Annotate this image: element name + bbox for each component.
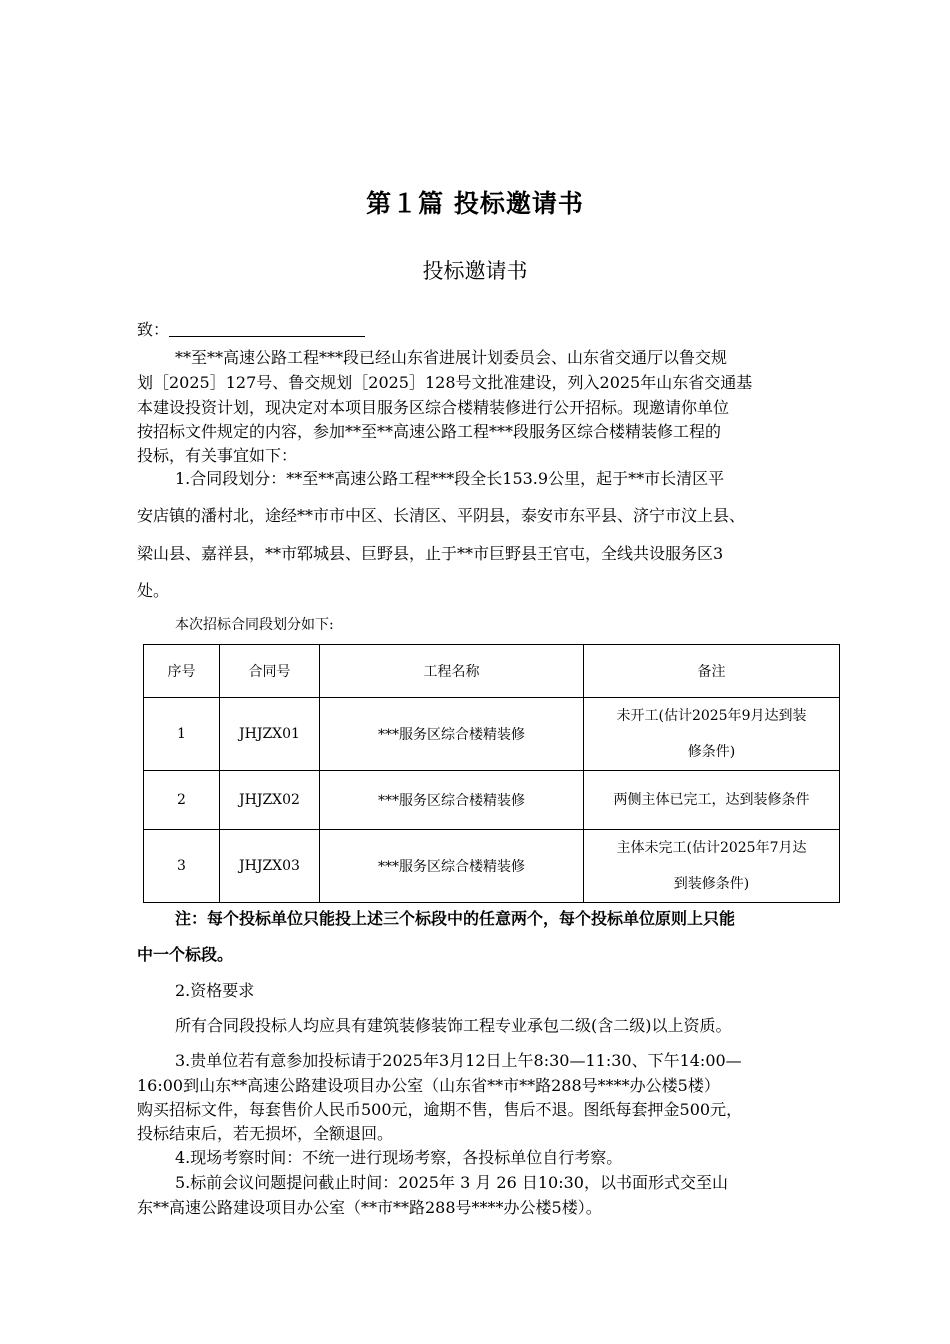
cell-project-name: ***服务区综合楼精装修: [320, 830, 584, 903]
cell-no: 2: [144, 771, 220, 830]
cell-no: 3: [144, 830, 220, 903]
cell-remark: [584, 698, 840, 771]
addressee-blank: [169, 320, 365, 337]
item1-line: 梁山县、嘉祥县，**市郓城县、巨野县，止于**市巨野县王官屯，全线共设服务区3: [137, 544, 724, 563]
note-line: 注：每个投标单位只能投上述三个标段中的任意两个，每个投标单位原则上只能: [175, 909, 736, 928]
item4-line: 4.现场考察时间：不统一进行现场考察，各投标单位自行考察。: [175, 1148, 623, 1167]
intro-line: 投标，有关事宜如下：: [137, 446, 298, 465]
table-row: [144, 830, 840, 903]
item2-title: 2.资格要求: [175, 981, 255, 1000]
item1-line: 1.合同段划分：**至**高速公路工程***段全长153.9公里，起于**市长清区平: [175, 469, 725, 488]
item1-line: 安店镇的潘村北，途经**市市中区、长清区、平阴县，泰安市东平县、济宁市汶上县、: [137, 506, 746, 525]
item1-line: 处。: [137, 581, 170, 600]
table-row: [144, 698, 840, 771]
addressee-label: 致：: [137, 320, 170, 339]
remark-line: 到装修条件): [673, 876, 750, 892]
document-title: 投标邀请书: [422, 259, 528, 283]
remark-line: 主体未完工(估计2025年7月达: [616, 840, 807, 856]
item3-line: 16:00到山东**高速公路建设项目办公室（山东省**市**路288号****办公楼5楼）: [137, 1076, 720, 1095]
remark-line: 修条件): [687, 744, 736, 760]
item2-text: 所有合同段投标人均应具有建筑装修装饰工程专业承包二级(含二级)以上资质。: [175, 1016, 732, 1035]
intro-line: 划［2025］127号、鲁交规划［2025］128号文批准建设，列入2025年山东省交通基: [137, 373, 753, 392]
table-header-row: [144, 645, 840, 698]
intro-line: 本建设投资计划，现决定对本项目服务区综合楼精装修进行公开招标。现邀请你单位: [137, 398, 730, 417]
note-line: 中一个标段。: [137, 945, 234, 964]
remark-line: 两侧主体已完工，达到装修条件: [613, 792, 810, 808]
item3-line: 3.贵单位若有意参加投标请于2025年3月12日上午8:30—11:30、下午14:00—: [175, 1051, 742, 1070]
cell-contract: JHJZX02: [220, 771, 320, 830]
cell-remark: [584, 771, 840, 830]
addressee-line: [137, 317, 837, 340]
header-cell: 工程名称: [320, 645, 584, 698]
cell-no: 1: [144, 698, 220, 771]
table-caption: 本次招标合同段划分如下:: [175, 617, 334, 633]
cell-project-name: ***服务区综合楼精装修: [320, 771, 584, 830]
item5-line: 东**高速公路建设项目办公室（**市**路288号****办公楼5楼）。: [137, 1198, 602, 1217]
cell-remark: [584, 830, 840, 903]
header-cell: 备注: [584, 645, 840, 698]
part-title: 第１篇 投标邀请书: [366, 189, 584, 218]
header-cell: 合同号: [220, 645, 320, 698]
remark-line: 未开工(估计2025年9月达到装: [616, 708, 807, 724]
item3-line: 购买招标文件，每套售价人民币500元，逾期不售，售后不退。图纸每套押金500元，: [137, 1100, 743, 1119]
cell-project-name: ***服务区综合楼精装修: [320, 698, 584, 771]
intro-line: 按招标文件规定的内容，参加**至**高速公路工程***段服务区综合楼精装修工程的: [137, 422, 722, 441]
item3-line: 投标结束后，若无损坏，全额退回。: [137, 1124, 394, 1143]
header-cell: 序号: [144, 645, 220, 698]
item5-line: 5.标前会议问题提问截止时间：2025年 3 月 26 日10:30，以书面形式交至山: [175, 1173, 728, 1192]
cell-contract: JHJZX03: [220, 830, 320, 903]
cell-contract: JHJZX01: [220, 698, 320, 771]
table-row: [144, 771, 840, 830]
intro-line: **至**高速公路工程***段已经山东省进展计划委员会、山东省交通厅以鲁交规: [175, 348, 728, 367]
contract-sections-table: [143, 644, 840, 903]
